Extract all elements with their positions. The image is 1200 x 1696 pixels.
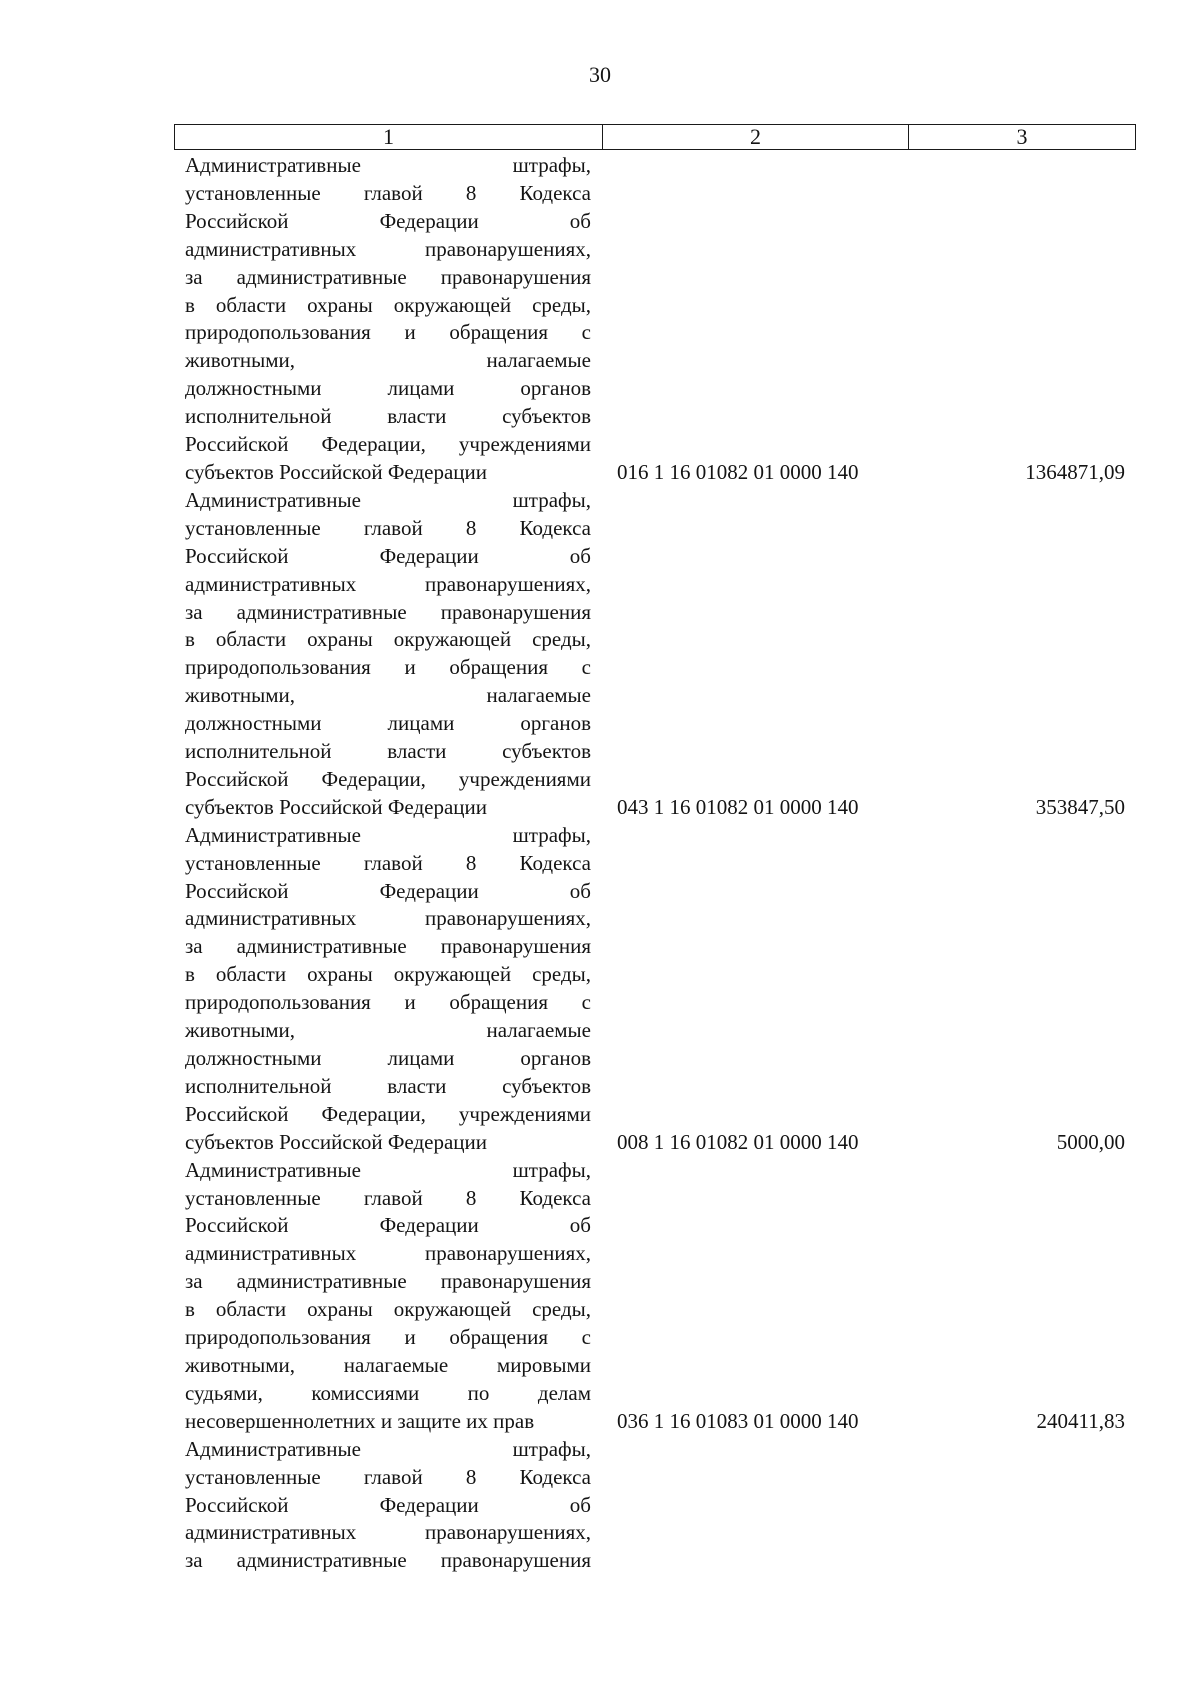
description-line: за административные правонарушения	[185, 1548, 591, 1573]
description-line: установленные главой 8 Кодекса	[185, 850, 591, 875]
description-line: животными, налагаемые мировыми	[185, 1352, 591, 1377]
table-row	[185, 152, 1125, 487]
column-header-1: 1	[175, 125, 603, 149]
description-line: в области охраны окружающей среды,	[185, 962, 591, 987]
row-code: 036 1 16 01083 01 0000 140	[617, 1408, 859, 1433]
description-line: Российской Федерации, учреждениями	[185, 766, 591, 791]
description-line: Российской Федерации, учреждениями	[185, 432, 591, 457]
description-line: административных правонарушениях,	[185, 906, 591, 931]
description-line: установленные главой 8 Кодекса	[185, 1185, 591, 1210]
row-amount: 353847,50	[1035, 794, 1125, 819]
row-description	[185, 822, 591, 1157]
description-line: Административные штрафы,	[185, 1436, 591, 1461]
description-line: в области охраны окружающей среды,	[185, 1297, 591, 1322]
table-column-headers	[174, 124, 1136, 150]
description-line: Административные штрафы,	[185, 487, 591, 512]
description-line: Российской Федерации об	[185, 878, 591, 903]
description-line: Российской Федерации об	[185, 543, 591, 568]
description-line: должностными лицами органов	[185, 376, 591, 401]
row-description	[185, 1436, 591, 1576]
description-line: административных правонарушениях,	[185, 571, 591, 596]
description-line: за административные правонарушения	[185, 599, 591, 624]
row-description	[185, 1157, 591, 1436]
description-line: административных правонарушениях,	[185, 1520, 591, 1545]
description-line: административных правонарушениях,	[185, 236, 591, 261]
description-line: субъектов Российской Федерации	[185, 794, 488, 819]
description-line: в области охраны окружающей среды,	[185, 292, 591, 317]
row-code: 008 1 16 01082 01 0000 140	[617, 1129, 859, 1154]
table-row	[185, 822, 1125, 1157]
description-line: исполнительной власти субъектов	[185, 1073, 591, 1098]
description-line: субъектов Российской Федерации	[185, 1129, 488, 1154]
table-row	[185, 1436, 1125, 1576]
row-amount: 240411,83	[1036, 1408, 1125, 1433]
description-line: установленные главой 8 Кодекса	[185, 180, 591, 205]
description-line: природопользования и обращения с	[185, 320, 591, 345]
description-line: административных правонарушениях,	[185, 1241, 591, 1266]
column-header-2: 2	[603, 125, 909, 149]
description-line: исполнительной власти субъектов	[185, 739, 591, 764]
description-line: судьями, комиссиями по делам	[185, 1380, 591, 1405]
row-amount: 5000,00	[1056, 1129, 1125, 1154]
description-line: в области охраны окружающей среды,	[185, 627, 591, 652]
table-row	[185, 487, 1125, 822]
description-line: за административные правонарушения	[185, 934, 591, 959]
description-line: за административные правонарушения	[185, 1269, 591, 1294]
description-line: Административные штрафы,	[185, 822, 591, 847]
row-amount: 1364871,09	[1025, 459, 1125, 484]
description-line: установленные главой 8 Кодекса	[185, 515, 591, 540]
column-header-3: 3	[1016, 124, 1028, 149]
description-line: животными, налагаемые	[185, 1018, 591, 1043]
description-line: Российской Федерации, учреждениями	[185, 1101, 591, 1126]
description-line: Российской Федерации об	[185, 1492, 591, 1517]
description-line: должностными лицами органов	[185, 1046, 591, 1070]
description-line: несовершеннолетних и защите их прав	[185, 1408, 535, 1433]
description-line: Российской Федерации об	[185, 208, 591, 233]
row-description	[185, 487, 591, 822]
description-line: Административные штрафы,	[185, 153, 591, 177]
description-line: должностными лицами органов	[185, 711, 591, 736]
description-line: природопользования и обращения с	[185, 655, 591, 680]
description-line: животными, налагаемые	[185, 683, 591, 708]
description-line: субъектов Российской Федерации	[185, 459, 488, 484]
table-body	[185, 152, 1125, 1575]
table-row	[185, 1157, 1125, 1436]
description-line: за административные правонарушения	[185, 264, 591, 289]
description-line: природопользования и обращения с	[185, 990, 591, 1015]
page-number: 30	[589, 62, 611, 87]
description-line: исполнительной власти субъектов	[185, 404, 591, 429]
row-description	[185, 152, 591, 487]
description-line: установленные главой 8 Кодекса	[185, 1464, 591, 1489]
description-line: Административные штрафы,	[185, 1157, 591, 1182]
description-line: животными, налагаемые	[185, 348, 591, 373]
description-line: Российской Федерации об	[185, 1213, 591, 1238]
description-line: природопользования и обращения с	[185, 1325, 591, 1350]
row-code: 043 1 16 01082 01 0000 140	[617, 794, 859, 819]
row-code: 016 1 16 01082 01 0000 140	[617, 459, 859, 484]
